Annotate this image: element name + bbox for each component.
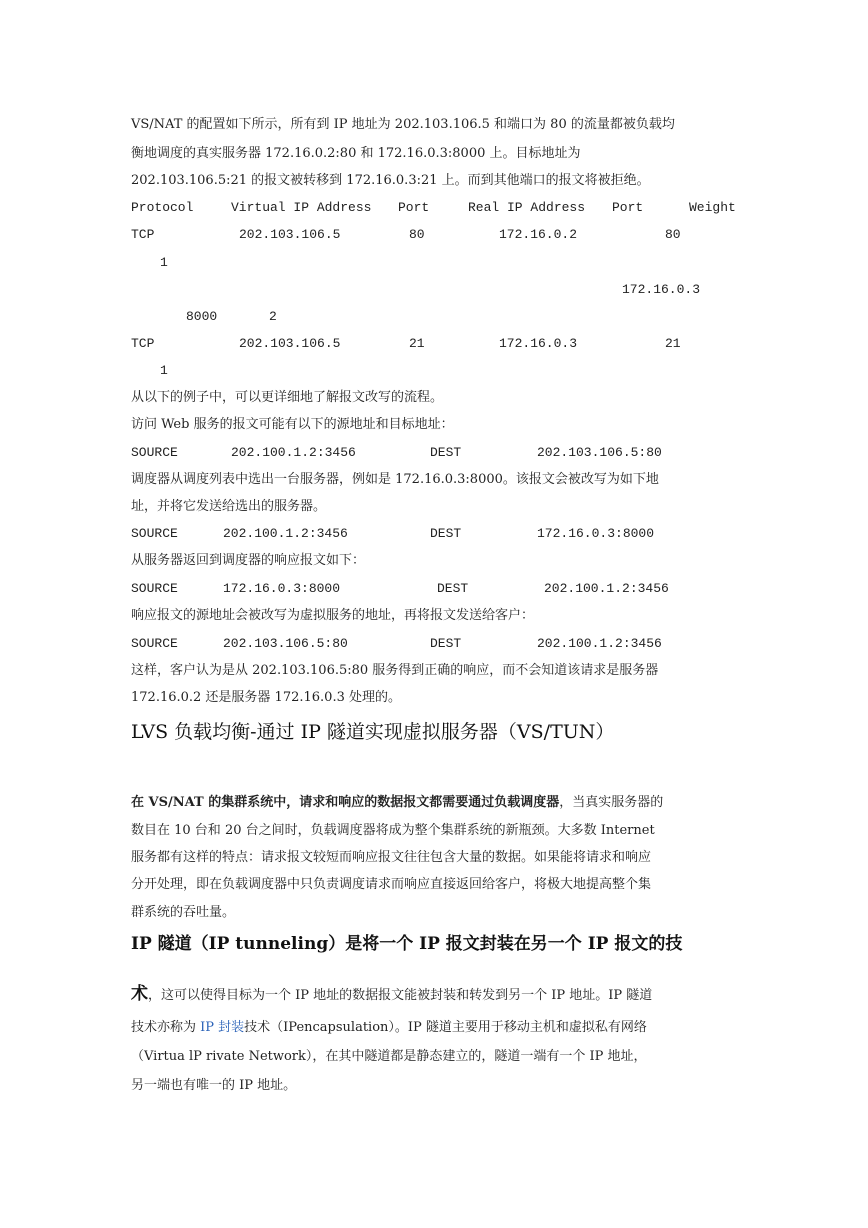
tunnel-line-4: 另一端也有唯一的 IP 地址。 — [131, 1078, 297, 1093]
dest-label: DEST — [437, 581, 469, 596]
source-address: 202.100.1.2:3456 — [231, 445, 356, 460]
row3-real-ip: 172.16.0.3 — [499, 336, 578, 351]
header-weight: Weight — [689, 200, 736, 215]
source-label: SOURCE — [131, 581, 178, 596]
flow-text-2: 从服务器返回到调度器的响应报文如下： — [131, 553, 366, 568]
dest-label: DEST — [430, 526, 462, 541]
tunnel-line-2-post: 技术（IPencapsulation）。IP 隧道主要用于移动主机和虚拟私有网络 — [244, 1020, 647, 1035]
flow-text-1b: 址，并将它发送给选出的服务器。 — [131, 499, 327, 514]
flow-text-1a: 调度器从调度列表中选出一台服务器，例如是 172.16.0.3:8000。该报文会被改写为如下地 — [131, 472, 659, 487]
dest-address: 202.103.106.5:80 — [537, 445, 662, 460]
tunnel-line-2-pre: 技术亦称为 — [131, 1020, 201, 1035]
source-address: 202.103.106.5:80 — [223, 636, 348, 651]
intro-line-3: 202.103.106.5:21 的报文被转移到 172.16.0.3:21 上。而到其他端口的报文将被拒绝。 — [131, 173, 650, 188]
row3-weight: 1 — [160, 363, 168, 378]
header-protocol: Protocol — [131, 200, 194, 215]
tunnel-line-1 — [131, 982, 652, 1008]
header-port: Port — [398, 200, 430, 215]
row1-real-port: 80 — [665, 227, 681, 242]
dest-label: DEST — [430, 445, 462, 460]
source-address: 202.100.1.2:3456 — [223, 526, 348, 541]
dest-label: DEST — [430, 636, 462, 651]
row1-port: 80 — [409, 227, 425, 242]
row1-vip: 202.103.106.5 — [239, 227, 341, 242]
section-p1-line4: 分开处理，即在负载调度器中只负责调度请求而响应直接返回给客户，将极大地提高整个集 — [131, 877, 652, 892]
section-p1-line1 — [131, 794, 663, 812]
row2-real-port: 8000 — [186, 309, 218, 324]
source-label: SOURCE — [131, 526, 178, 541]
row2-real-ip: 172.16.0.3 — [622, 282, 701, 297]
flow-intro-2: 访问 Web 服务的报文可能有以下的源地址和目标地址： — [131, 417, 454, 432]
source-address: 172.16.0.3:8000 — [223, 581, 341, 596]
section-p1-line2: 数目在 10 台和 20 台之间时，负载调度器将成为整个集群系统的新瓶颈。大多数 Internet — [131, 823, 655, 838]
row2-weight: 2 — [269, 309, 277, 324]
row1-weight: 1 — [160, 255, 168, 270]
source-label: SOURCE — [131, 636, 178, 651]
ip-encapsulation-link[interactable]: IP 封装 — [200, 1020, 245, 1035]
section-p1-line3: 服务都有这样的特点：请求报文较短而响应报文往往包含大量的数据。如果能将请求和响应 — [131, 850, 652, 865]
p1-bold-text: 在 VS/NAT 的集群系统中，请求和响应的数据报文都需要通过负载调度器 — [131, 795, 560, 810]
intro-line-2: 衡地调度的真实服务器 172.16.0.2:80 和 172.16.0.3:8000 上。目标地址为 — [131, 146, 581, 161]
row3-real-port: 21 — [665, 336, 681, 351]
section-heading: LVS 负载均衡-通过 IP 隧道实现虚拟服务器（VS/TUN） — [131, 721, 615, 743]
section-p1-line5: 群系统的吞吐量。 — [131, 905, 236, 920]
row1-protocol: TCP — [131, 227, 155, 242]
row3-port: 21 — [409, 336, 425, 351]
tunnel-heading-tail: 术 — [131, 984, 148, 1004]
flow-text-4a: 这样，客户认为是从 202.103.106.5:80 服务得到正确的响应，而不会知道该请求是服务器 — [131, 663, 659, 678]
tunnel-line-1-rest: ，这可以使得目标为一个 IP 地址的数据报文能被封装和转发到另一个 IP 地址。IP 隧道 — [148, 988, 653, 1003]
flow-text-4b: 172.16.0.2 还是服务器 172.16.0.3 处理的。 — [131, 690, 401, 705]
row3-protocol: TCP — [131, 336, 155, 351]
dest-address: 172.16.0.3:8000 — [537, 526, 655, 541]
intro-line-1: VS/NAT 的配置如下所示，所有到 IP 地址为 202.103.106.5 和端口为 80 的流量都被负载均 — [131, 117, 675, 132]
row3-vip: 202.103.106.5 — [239, 336, 341, 351]
flow-intro-1: 从以下的例子中，可以更详细地了解报文改写的流程。 — [131, 390, 444, 405]
tunnel-line-2 — [131, 1019, 647, 1037]
p1-rest-text: ，当真实服务器的 — [559, 795, 664, 810]
dest-address: 202.100.1.2:3456 — [544, 581, 669, 596]
source-label: SOURCE — [131, 445, 178, 460]
tunnel-line-3: （Virtua lP rivate Network），在其中隧道都是静态建立的，隧道一端有一个 IP 地址， — [131, 1049, 647, 1064]
flow-text-3: 响应报文的源地址会被改写为虚拟服务的地址，再将报文发送给客户： — [131, 608, 535, 623]
header-real-ip: Real IP Address — [468, 200, 586, 215]
header-virtual-ip: Virtual IP Address — [231, 200, 372, 215]
dest-address: 202.100.1.2:3456 — [537, 636, 662, 651]
header-real-port: Port — [612, 200, 644, 215]
tunnel-heading: IP 隧道（IP tunneling）是将一个 IP 报文封装在另一个 IP 报文的技 — [131, 934, 683, 954]
row1-real-ip: 172.16.0.2 — [499, 227, 578, 242]
